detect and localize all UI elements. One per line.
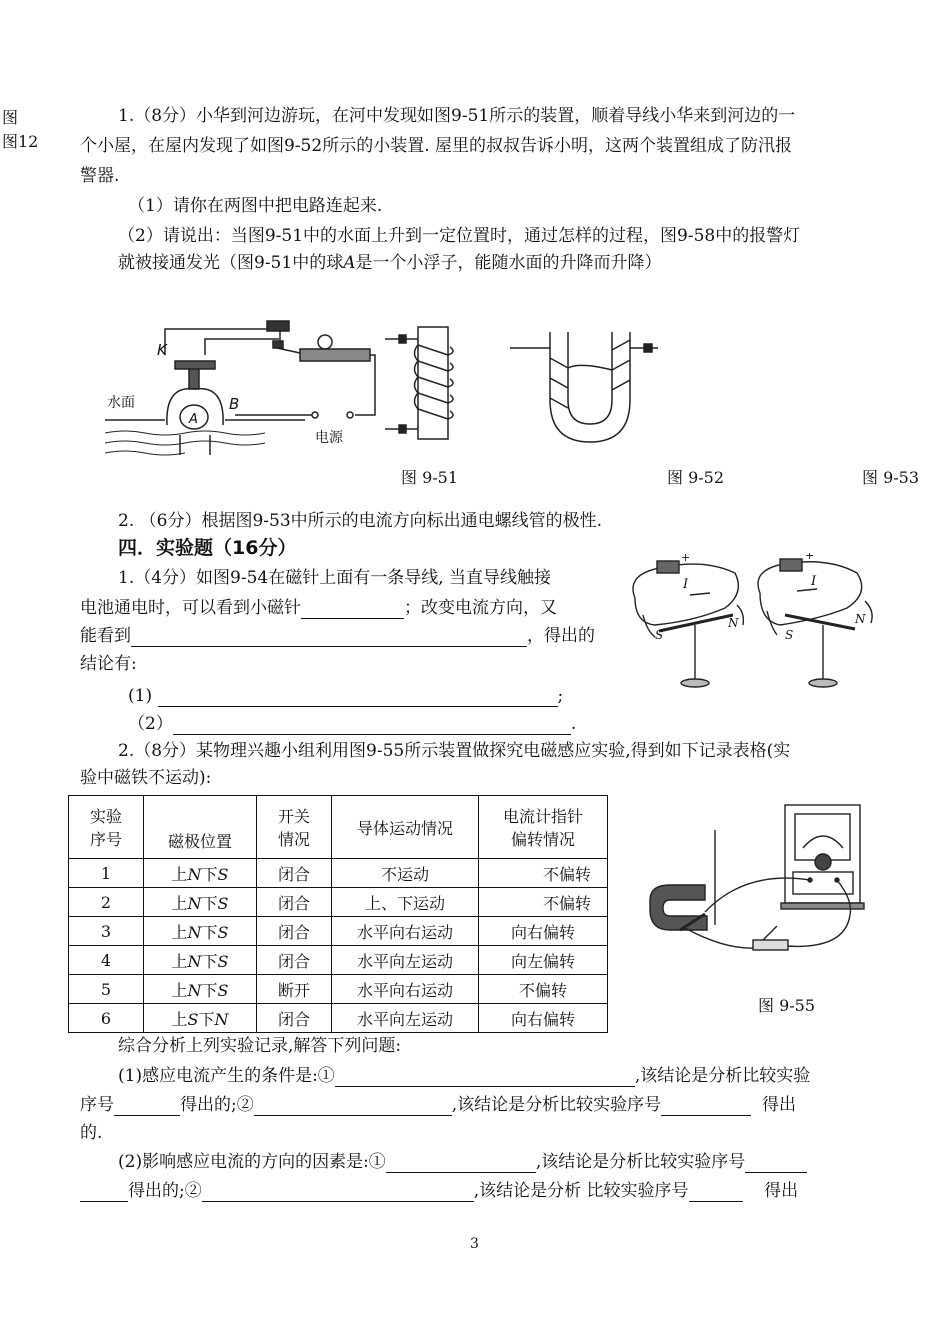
- table-row: [69, 975, 608, 1004]
- header-motion: 导体运动情况: [332, 796, 479, 859]
- q1-sub1: （1）请你在两图中把电路连起来.: [128, 196, 383, 216]
- exp1-line2: 电池通电时，可以看到小磁针 ；改变电流方向，又: [80, 598, 557, 618]
- table-row: [69, 888, 608, 917]
- fig54-plus-right: +: [805, 553, 815, 562]
- header-deflect: 电流计指针 偏转情况: [479, 796, 608, 859]
- cell-pole: 上S下N: [144, 1004, 257, 1033]
- side-label-1: 图: [2, 108, 19, 127]
- fig51-label-k: K: [157, 341, 167, 359]
- cell-switch: 闭合: [257, 946, 332, 975]
- cell-switch: 断开: [257, 975, 332, 1004]
- table-row: [69, 859, 608, 888]
- fig54-plus-left: +: [681, 553, 691, 564]
- exp1-line4: 结论有:: [80, 654, 137, 674]
- cell-pole: 上N下S: [144, 975, 257, 1004]
- fig54-i-right: I: [811, 574, 817, 589]
- figure-9-52: [385, 325, 470, 445]
- q1-sub2b: 就被接通发光（图9-51中的球A是一个小浮子，能随水面的升降而升降）: [118, 253, 662, 273]
- caption-fig51: 图 9-51: [401, 468, 459, 487]
- fig54-s-left: S: [655, 628, 664, 642]
- exp2-line1: 2.（8分）某物理兴趣小组利用图9-55所示装置做探究电磁感应实验,得到如下记录表格(实: [118, 741, 791, 761]
- cell-no: 2: [69, 888, 144, 917]
- q1-line3: 警器.: [80, 166, 120, 186]
- cell-no: 6: [69, 1004, 144, 1033]
- page-number: 3: [470, 1236, 479, 1252]
- figure-9-53: [510, 330, 670, 450]
- cell-deflect: 不偏转: [479, 888, 608, 917]
- fig51-source: 电源: [315, 430, 343, 446]
- cell-pole: 上N下S: [144, 946, 257, 975]
- cell-deflect: 向右偏转: [479, 1004, 608, 1033]
- fig54-n-left: N: [728, 616, 739, 630]
- analysis-p1-line1: (1)感应电流产生的条件是:① ,该结论是分析比较实验: [118, 1066, 811, 1086]
- experiment-record-table: [68, 795, 608, 1033]
- section-4-heading: 四．实验题（16分）: [118, 537, 297, 559]
- exp2-line2: 验中磁铁不运动):: [80, 768, 212, 788]
- cell-deflect: 向右偏转: [479, 917, 608, 946]
- cell-switch: 闭合: [257, 1004, 332, 1033]
- cell-switch: 闭合: [257, 888, 332, 917]
- cell-deflect: 向左偏转: [479, 946, 608, 975]
- cell-no: 4: [69, 946, 144, 975]
- caption-fig52: 图 9-52: [667, 468, 725, 487]
- cell-no: 1: [69, 859, 144, 888]
- cell-no: 5: [69, 975, 144, 1004]
- cell-switch: 闭合: [257, 859, 332, 888]
- cell-deflect: 不偏转: [479, 975, 608, 1004]
- cell-motion: 水平向右运动: [332, 917, 479, 946]
- figure-9-51: [105, 315, 390, 465]
- fig51-label-b: B: [229, 395, 240, 413]
- side-label-2: 图12: [2, 132, 39, 151]
- cell-pole: 上N下S: [144, 859, 257, 888]
- exp1-item2: （2） .: [128, 714, 577, 734]
- exp1-line3: 能看到 ，得出的: [80, 626, 595, 646]
- cell-deflect: 不偏转: [479, 859, 608, 888]
- cell-pole: 上N下S: [144, 888, 257, 917]
- header-no: 实验 序号: [69, 796, 144, 859]
- table-row: [69, 917, 608, 946]
- cell-motion: 水平向左运动: [332, 946, 479, 975]
- fig51-label-a: A: [189, 412, 198, 427]
- q1-line2: 个小屋，在屋内发现了如图9-52所示的小装置. 屋里的叔叔告诉小明，这两个装置组成了防汛报: [80, 136, 792, 156]
- cell-no: 3: [69, 917, 144, 946]
- fig54-n-right: N: [855, 612, 866, 626]
- q2-text: 2. （6分）根据图9-53中所示的电流方向标出通电螺线管的极性.: [118, 511, 603, 531]
- table-row: [69, 946, 608, 975]
- q1-sub2a: （2）请说出：当图9-51中的水面上升到一定位置时，通过怎样的过程，图9-58中的报警灯: [118, 226, 801, 246]
- caption-fig55: 图 9-55: [758, 996, 816, 1015]
- table-header-row: [69, 796, 608, 859]
- fig54-i-left: I: [683, 577, 689, 592]
- fig54-s-right: S: [785, 628, 794, 642]
- cell-motion: 上、下运动: [332, 888, 479, 917]
- cell-motion: 不运动: [332, 859, 479, 888]
- exp1-line1: 1.（4分）如图9-54在磁针上面有一条导线, 当直导线触接: [118, 568, 552, 588]
- caption-fig53: 图 9-53: [862, 468, 920, 487]
- table-row: [69, 1004, 608, 1033]
- analysis-intro: 综合分析上列实验记录,解答下列问题:: [118, 1036, 402, 1056]
- exp1-item1: (1) ;: [128, 686, 564, 706]
- header-pole: 磁极位置: [144, 796, 257, 859]
- fig51-water: 水面: [107, 395, 135, 411]
- analysis-p2-line2: 得出的;② ,该结论是分析 比较实验序号 得出: [80, 1180, 798, 1202]
- cell-pole: 上N下S: [144, 917, 257, 946]
- cell-motion: 水平向右运动: [332, 975, 479, 1004]
- analysis-p2-line1: (2)影响感应电流的方向的因素是:① ,该结论是分析比较实验序号: [118, 1151, 807, 1173]
- figure-9-54: [625, 553, 875, 693]
- cell-switch: 闭合: [257, 917, 332, 946]
- q1-line1: 1.（8分）小华到河边游玩，在河中发现如图9-51所示的装置，顺着导线小华来到河边的一: [118, 106, 796, 126]
- cell-motion: 水平向左运动: [332, 1004, 479, 1033]
- figure-9-55: [645, 800, 870, 965]
- analysis-p1-line2: 序号 得出的;② ,该结论是分析比较实验序号 得出: [80, 1095, 796, 1115]
- analysis-p1-line3: 的.: [80, 1123, 103, 1143]
- header-switch: 开关 情况: [257, 796, 332, 859]
